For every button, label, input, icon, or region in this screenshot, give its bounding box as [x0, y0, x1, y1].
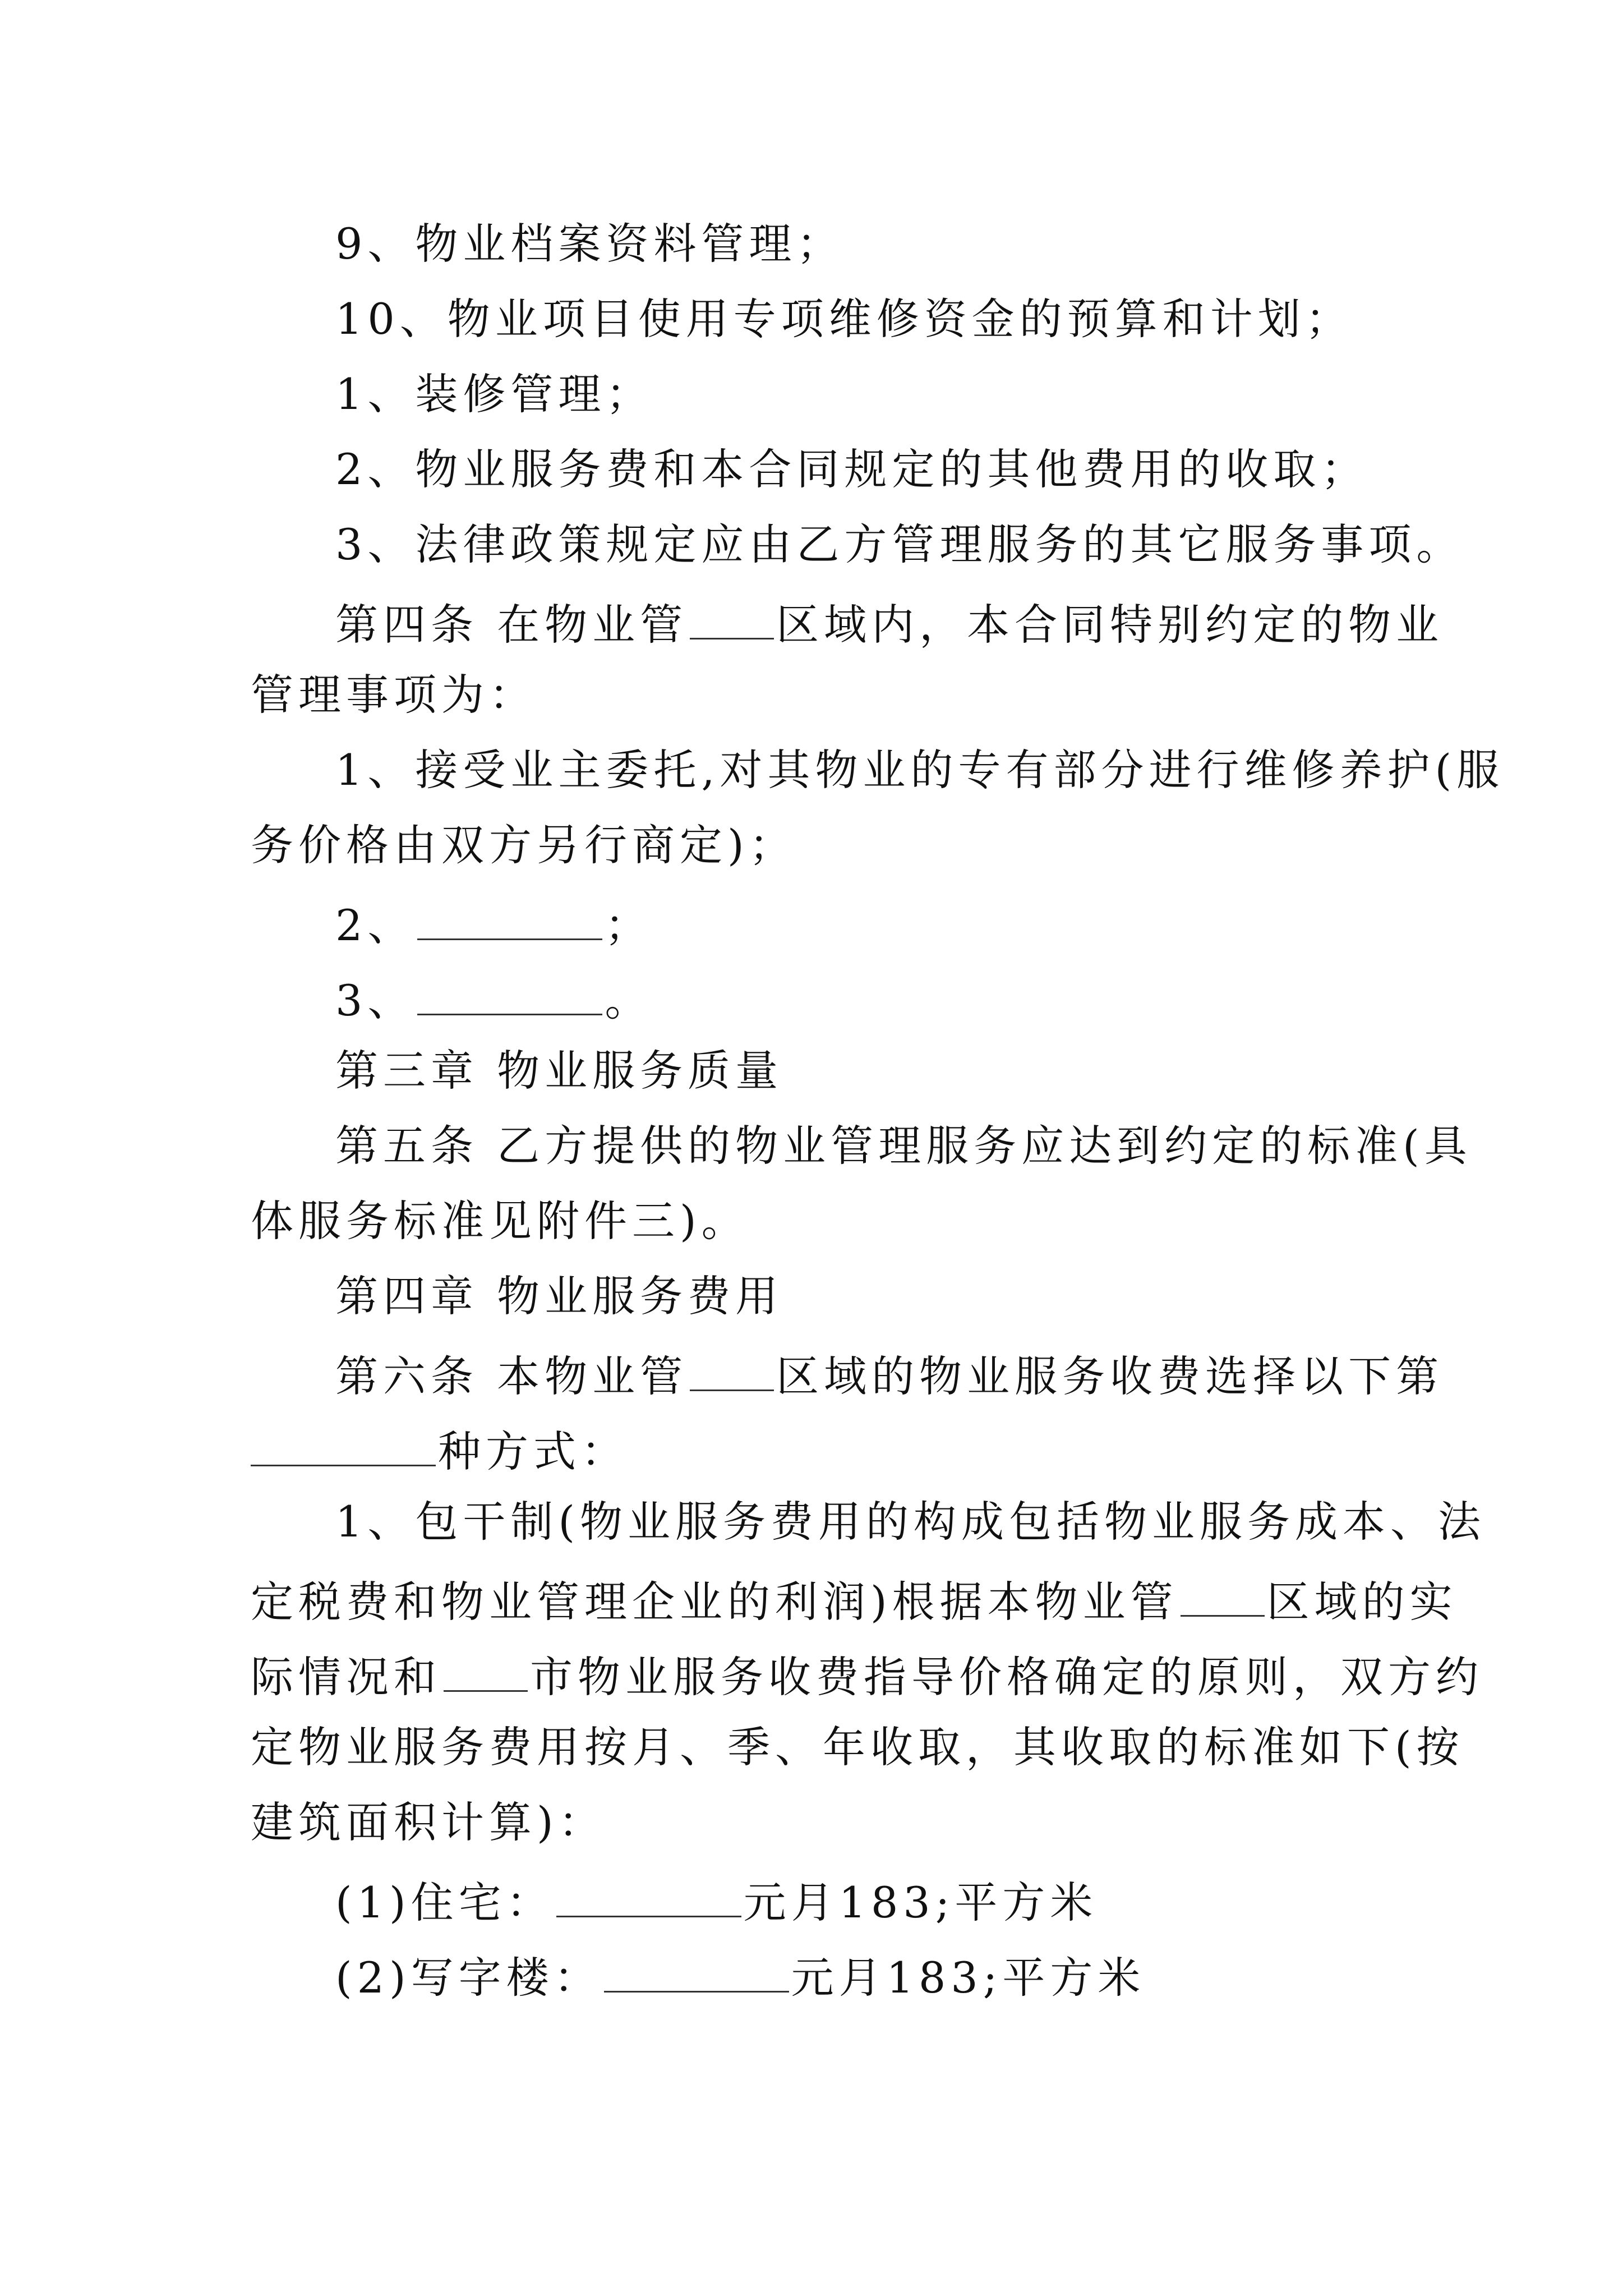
fill-blank [417, 974, 602, 1015]
text-line [335, 219, 845, 269]
text-line [251, 1722, 1464, 1772]
text-line [251, 1797, 606, 1847]
line-text: 3、法律政策规定应由乙方管理服务的其它服务事项。 [335, 519, 1464, 569]
line-text: 1、包干制(物业服务费用的构成包括物业服务成本、法 [335, 1497, 1486, 1547]
line-text: 元月183;平方米 [743, 1878, 1098, 1927]
line-text: 1、装修管理； [335, 369, 654, 419]
line-text: 元月183;平方米 [791, 1953, 1146, 2003]
text-line [335, 899, 653, 950]
fill-blank [251, 1425, 436, 1466]
text-line [335, 599, 1444, 650]
line-text: 际情况和 [251, 1652, 441, 1702]
text-line [335, 444, 1369, 494]
text-line [335, 1121, 1472, 1171]
line-text: 建筑面积计算)： [251, 1797, 606, 1847]
line-text: 区域的物业服务收费选择以下第 [776, 1351, 1444, 1401]
line-text: 2、物业服务费和本合同规定的其他费用的收取； [335, 444, 1369, 494]
line-text: 种方式： [438, 1427, 629, 1476]
text-line [251, 1651, 1483, 1702]
line-text: (1)住宅： [335, 1878, 554, 1927]
chapter-heading [335, 1046, 783, 1096]
fill-blank [444, 1651, 528, 1692]
line-text: 第五条 乙方提供的物业管理服务应达到约定的标准(具 [335, 1121, 1472, 1171]
line-text: 1、接受业主委托,对其物业的专有部分进行维修养护(服 [335, 745, 1505, 795]
text-line [335, 745, 1505, 795]
text-line [335, 519, 1464, 569]
line-text: 9、物业档案资料管理； [335, 219, 845, 269]
text-line [335, 369, 654, 419]
text-line [335, 1952, 1146, 2003]
line-text: 第六条 本物业管 [335, 1351, 688, 1401]
line-text: 务价格由双方另行商定)； [251, 820, 797, 870]
line-text: 2、 [335, 900, 416, 950]
line-text: 3、 [335, 976, 416, 1025]
line-text: 管理事项为： [251, 670, 537, 720]
fill-blank [690, 599, 774, 639]
line-text: 区域内，本合同特别约定的物业 [776, 600, 1444, 650]
text-line [335, 1497, 1486, 1547]
text-line [251, 1196, 749, 1246]
fill-blank [417, 899, 602, 940]
line-text: 第四条 在物业管 [335, 600, 688, 650]
text-line [251, 1425, 629, 1476]
fill-blank [604, 1952, 789, 1993]
line-text: 体服务标准见附件三)。 [251, 1196, 749, 1246]
text-line [335, 974, 653, 1025]
fill-blank [690, 1350, 774, 1391]
line-text: (2)写字楼： [335, 1953, 602, 2003]
line-text: 第三章 物业服务质量 [335, 1046, 783, 1096]
line-text: 定税费和物业管理企业的利润)根据本物业管 [251, 1577, 1178, 1627]
text-line [251, 670, 537, 720]
text-line [335, 1350, 1444, 1401]
text-line [335, 1876, 1098, 1927]
line-text: ； [605, 900, 653, 950]
fill-blank [556, 1876, 741, 1917]
line-text: 第四章 物业服务费用 [335, 1271, 783, 1321]
line-text: 。 [605, 976, 653, 1025]
line-text: 10、物业项目使用专项维修资金的预算和计划； [335, 294, 1353, 344]
line-text: 区域的实 [1266, 1577, 1458, 1627]
line-text: 定物业服务费用按月、季、年收取，其收取的标准如下(按 [251, 1722, 1464, 1772]
fill-blank [1181, 1576, 1265, 1617]
text-line [251, 1576, 1458, 1627]
text-line [251, 820, 797, 870]
text-line [335, 294, 1353, 344]
chapter-heading [335, 1271, 783, 1321]
line-text: 市物业服务收费指导价格确定的原则，双方约 [530, 1652, 1483, 1702]
